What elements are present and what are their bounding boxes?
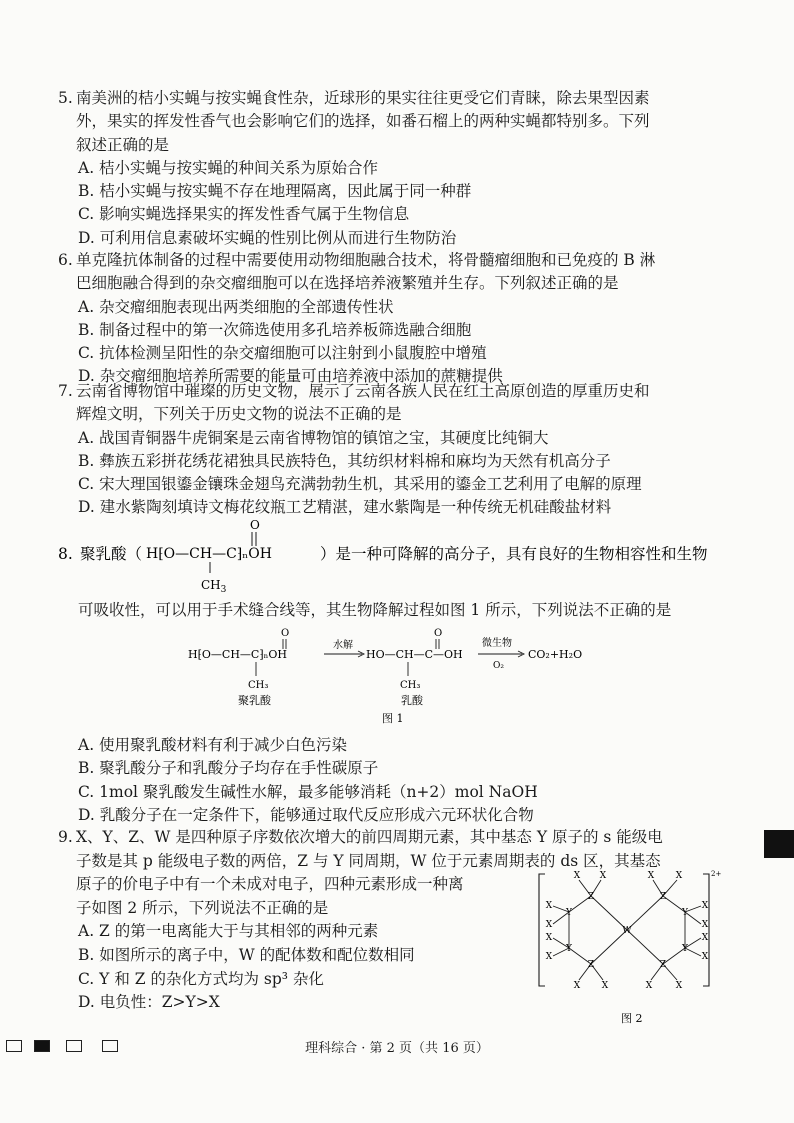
polylactic-acid-formula: H⁅O—CH—C⁆ₙOH xyxy=(146,546,272,562)
option-a: A. 杂交瘤细胞表现出两类细胞的全部遗传性状 xyxy=(78,297,394,316)
stem-line: 单克隆抗体制备的过程中需要使用动物细胞融合技术，将骨髓瘤细胞和已免疫的 B 淋 xyxy=(76,251,656,269)
question-7 xyxy=(58,380,738,520)
atom-y: Y xyxy=(566,944,572,954)
stem-line: 南美洲的桔小实蝇与按实蝇食性杂，近球形的果实往往更受它们青睐，除去果型因素 xyxy=(76,89,650,107)
option-b: B. 彝族五彩拼花绣花裙独具民族特色，其纺织材料棉和麻均为天然有机高分子 xyxy=(78,451,611,470)
lactic-acid-name: 乳酸 xyxy=(401,694,423,707)
option-d: D. 可利用信息素破坏实蝇的性别比例从而进行生物防治 xyxy=(78,228,457,247)
atom-x: X xyxy=(573,871,581,881)
atom-x: X xyxy=(675,871,683,881)
ion-charge: 2+ xyxy=(711,870,722,878)
stem-line: 叙述正确的是 xyxy=(76,135,170,154)
atom-labels xyxy=(546,871,709,991)
methyl-group: CH₃ xyxy=(248,680,269,691)
microorganism-label: 微生物 xyxy=(482,638,512,649)
atom-y: Y xyxy=(682,908,688,918)
option-b: B. 如图所示的离子中，W 的配体数和配位数相同 xyxy=(78,945,415,964)
figure-2-complex-ion xyxy=(535,866,725,1030)
question-number: 5. xyxy=(58,89,73,107)
figure-2-caption: 图 2 xyxy=(621,1012,643,1025)
stem-line: 外，果实的挥发性香气也会影响它们的选择，如番石榴上的两种实蝇都特别多。下列 xyxy=(76,112,650,131)
figure-1-degradation-scheme xyxy=(188,626,628,726)
methyl-group: $CH_3$ xyxy=(201,578,227,593)
question-number: 9. xyxy=(58,828,73,846)
question-6 xyxy=(58,249,738,389)
question-8-header xyxy=(58,515,748,593)
atom-x: X xyxy=(601,981,609,991)
atom-x: X xyxy=(545,920,553,930)
atom-x: X xyxy=(647,871,655,881)
oxygen-condition: O₂ xyxy=(493,661,504,671)
stem-line: 子如图 2 所示，下列说法不正确的是 xyxy=(76,898,329,917)
question-stem xyxy=(76,380,738,427)
option-d: D. 杂交瘤细胞培养所需要的能量可由培养液中添加的蔗糖提供 xyxy=(78,367,503,386)
question-number: 6. xyxy=(58,251,73,269)
question-number: 7. xyxy=(58,382,73,400)
atom-x: X xyxy=(545,952,553,962)
right-bracket xyxy=(703,874,709,986)
stem-line: 巴细胞融合得到的杂交瘤细胞可以在选择培养液繁殖并生存。下列叙述正确的是 xyxy=(76,274,619,293)
option-d: D. 电负性：Z>Y>X xyxy=(78,993,220,1012)
page-side-tab xyxy=(764,830,794,858)
atom-w: W xyxy=(622,926,632,936)
carbonyl-oxygen: O xyxy=(250,518,260,532)
option-d: D. 建水紫陶刻填诗文梅花纹瓶工艺精湛，建水紫陶是一种传统无机硅酸盐材料 xyxy=(78,498,612,517)
atom-x: X xyxy=(675,981,683,991)
polylactic-acid-structure: H⁅O—CH—C⁆ₙOH xyxy=(188,648,287,661)
polylactic-acid-label: 聚乳酸（ xyxy=(80,545,143,563)
carbonyl-oxygen: O xyxy=(281,628,290,639)
hydrolysis-label: 水解 xyxy=(333,640,353,651)
atom-x: X xyxy=(701,901,709,911)
option-a: A. 使用聚乳酸材料有利于减少白色污染 xyxy=(78,736,348,754)
option-a: A. 桔小实蝇与按实蝇的种间关系为原始合作 xyxy=(78,158,379,177)
option-a: A. Z 的第一电离能大于与其相邻的两种元素 xyxy=(78,922,379,941)
atom-x: X xyxy=(701,952,709,962)
stem-line: 原子的价电子中有一个未成对电子，四种元素形成一种离 xyxy=(76,875,464,894)
option-d: D. 乳酸分子在一定条件下，能够通过取代反应形成六元环状化合物 xyxy=(78,805,534,824)
figure-1-caption: 图 1 xyxy=(382,712,404,725)
stem-line: 辉煌文明，下列关于历史文物的说法不正确的是 xyxy=(76,405,402,424)
question-5 xyxy=(58,87,738,250)
atom-x: X xyxy=(599,871,607,881)
option-c: C. 宋大理国银鎏金镶珠金翅鸟充满勃勃生机，其采用的鎏金工艺利用了电解的原理 xyxy=(78,475,642,494)
atom-x: X xyxy=(545,901,553,911)
lactic-acid-structure: HO—CH—C—OH xyxy=(366,648,463,661)
atom-z: Z xyxy=(587,960,595,970)
carbonyl-oxygen: O xyxy=(434,628,443,639)
option-b: B. 聚乳酸分子和乳酸分子均存在手性碳原子 xyxy=(78,759,379,778)
stem-line: X、Y、Z、W 是四种原子序数依次增大的前四周期元素，其中基态 Y 原子的 s 能级电 xyxy=(76,828,663,846)
atom-x: X xyxy=(645,981,653,991)
polylactic-acid-name: 聚乳酸 xyxy=(238,694,271,707)
atom-z: Z xyxy=(587,892,595,902)
option-c: C. 抗体检测呈阳性的杂交瘤细胞可以注射到小鼠腹腔中增殖 xyxy=(78,344,487,363)
atom-z: Z xyxy=(659,892,667,902)
stem-line: 云南省博物馆中璀璨的历史文物，展示了云南各族人民在红土高原创造的厚重历史和 xyxy=(76,382,650,400)
question-8-options xyxy=(58,734,738,827)
atom-y: Y xyxy=(566,908,572,918)
option-c: C. 1mol 聚乳酸发生碱性水解，最多能够消耗（n+2）mol NaOH xyxy=(78,782,538,801)
question-8-stem-line-2: 可吸收性，可以用于手术缝合线等，其生物降解过程如图 1 所示，下列说法不正确的是 xyxy=(78,601,672,619)
question-8-stem-line-1: ）是一种可降解的高分子，具有良好的生物相容性和生物 xyxy=(320,545,708,563)
atom-x: X xyxy=(701,933,709,943)
atom-x: X xyxy=(545,933,553,943)
option-c: C. Y 和 Z 的杂化方式均为 sp³ 杂化 xyxy=(78,969,324,988)
option-c: C. 影响实蝇选择果实的挥发性香气属于生物信息 xyxy=(78,205,410,224)
atom-x: X xyxy=(701,920,709,930)
atom-z: Z xyxy=(659,960,667,970)
option-b: B. 桔小实蝇与按实蝇不存在地理隔离，因此属于同一种群 xyxy=(78,182,472,201)
question-stem xyxy=(76,87,738,157)
option-a: A. 战国青铜器牛虎铜案是云南省博物馆的镇馆之宝，其硬度比纯铜大 xyxy=(78,428,549,447)
atom-x: X xyxy=(573,981,581,991)
stem-line: 子数是其 p 能级电子数的两倍，Z 与 Y 同周期，W 位于元素周期表的 ds 区，其基态 xyxy=(76,851,661,870)
methyl-group: CH₃ xyxy=(400,680,421,691)
products: CO₂+H₂O xyxy=(528,648,583,661)
left-bracket xyxy=(539,874,545,986)
option-b: B. 制备过程中的第一次筛选使用多孔培养板筛选融合细胞 xyxy=(78,320,472,339)
question-number: 8. xyxy=(58,545,73,563)
atom-y: Y xyxy=(682,944,688,954)
page-footer: 理科综合 · 第 2 页（共 16 页） xyxy=(305,1041,489,1056)
question-stem xyxy=(76,249,738,296)
